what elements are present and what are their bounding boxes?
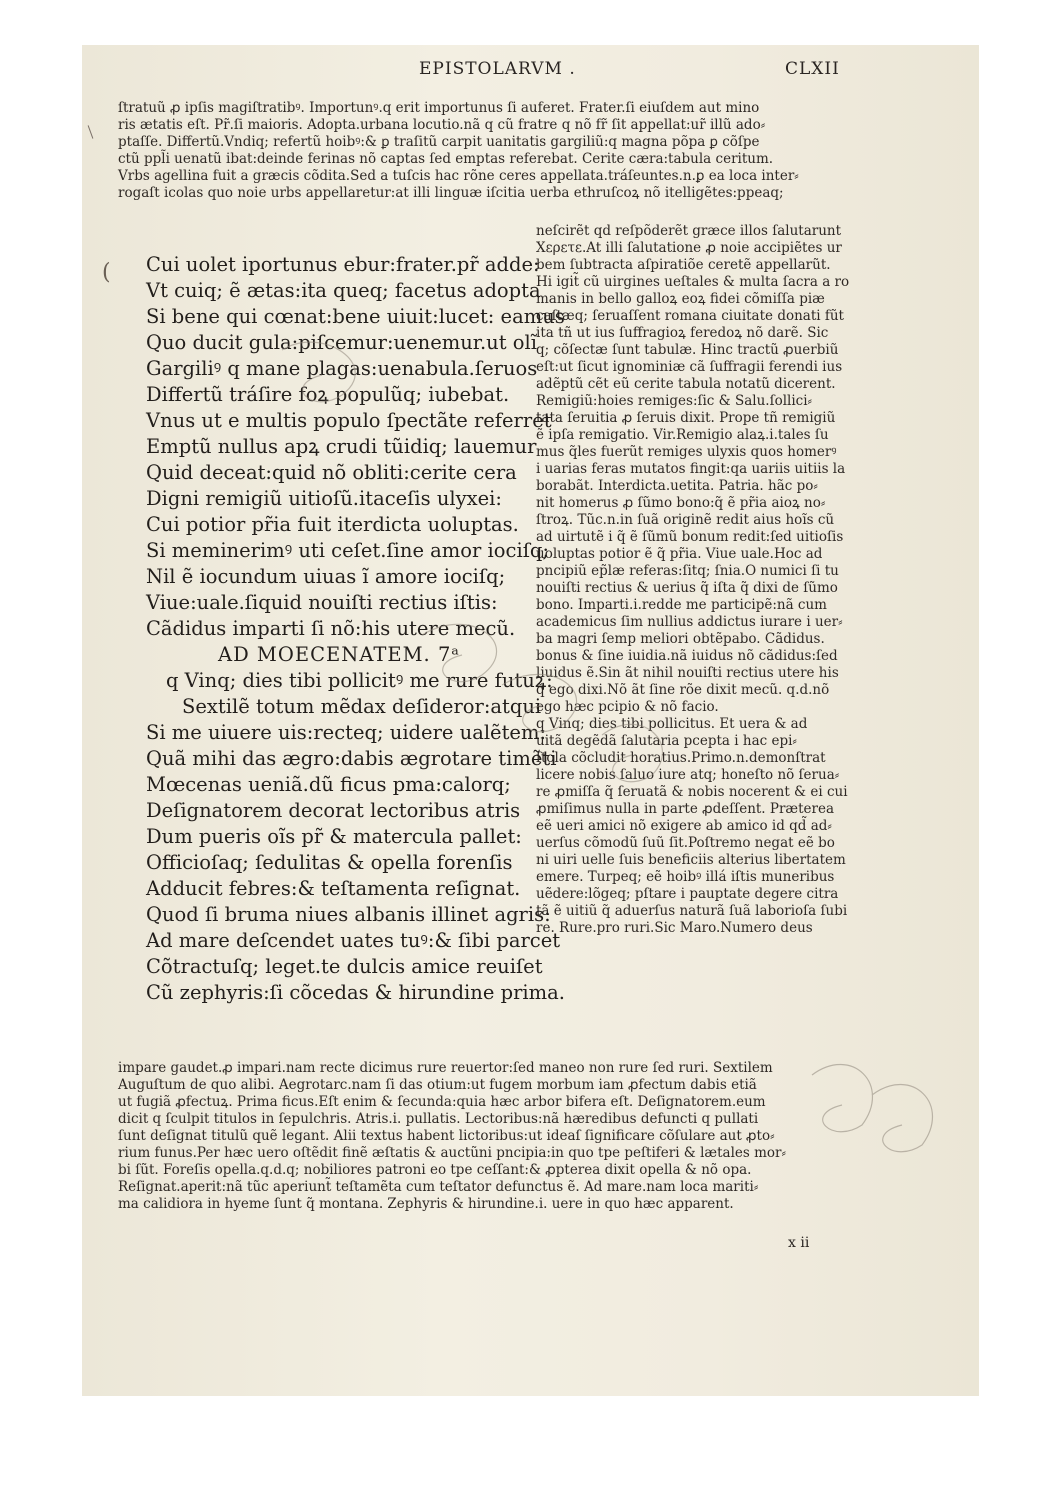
- gloss-line: ſtroꝝ. Tũc.n.in ſuã originẽ redit aius hoĩs cũ: [536, 512, 835, 528]
- top-commentary: [118, 100, 799, 202]
- gloss-line: caſtæq; ſeruaſſent romana ciuitate donati fũt: [536, 308, 844, 324]
- verse-line: Cõtractuſq; leget.te dulcis amice reuiſet: [146, 955, 543, 978]
- gloss-line: ita tñ ut ius ſuffragioꝝ feredoꝝ nõ darẽ. Sic: [536, 325, 829, 341]
- gloss-line: uitã degẽdã ſalutaria pcepta i hac epi⸗: [536, 733, 797, 749]
- gloss-line: rogaſt icolas quo noie urbs appellaretur:at illi linguæ iſcitia uerba ethruſcoꝝ nõ itelligẽtes:ppeaq;: [118, 185, 784, 201]
- verse-line: Cui potior pr̃ia fuit iterdicta uoluptas.: [146, 513, 519, 536]
- verse-line: Emptũ nullus apꝝ crudi tũidiq; lauemur: [146, 435, 537, 458]
- verse-line: Digni remigiũ uitioſũ.itaceſis ulyxei:: [146, 487, 502, 510]
- verse-line: Quo ducit gula:piſcemur:uenemur.ut olĩ: [146, 331, 537, 354]
- marginal-bracket-mark: (: [102, 260, 111, 285]
- gloss-line: borabãt. Interdicta.uetita. Patria. hãc po⸗: [536, 478, 818, 494]
- bottom-commentary: [118, 1060, 786, 1213]
- verse-line: Quod ſi bruma niues albanis illinet agris:: [146, 903, 551, 926]
- gloss-line: bi ſũt. Foreſis opella.q.d.q; nobiliores patroni eo tpe ceſſant:& ꝓpterea dixit opella & nõ opa.: [118, 1162, 752, 1178]
- gloss-line: ni uiri uelle ſuis beneficiis alterius libertatem: [536, 852, 846, 868]
- gloss-line: uoluptas potior ẽ q̃ pr̃ia. Viue uale.Hoc ad: [536, 546, 823, 562]
- gloss-line: ſunt deſignat titulũ quẽ legant. Alii textus habent lictoribus:ut ideaſ ſignificare cõſulare aut ꝓto⸗: [118, 1128, 775, 1144]
- gloss-line: neſcirẽt qd reſpõderẽt græce illos ſalutarunt: [536, 223, 842, 239]
- gloss-line: Remigiũ:hoies remiges:ſic & Salu.ſollici⸗: [536, 393, 813, 409]
- verse-line: Vt cuiq; ẽ ætas:ita queq; facetus adopta: [146, 279, 541, 302]
- gloss-line: q̃ ego dixi.Nõ ãt ſine rõe dixit mecũ. q.d.nõ: [536, 682, 830, 698]
- gloss-line: tata ſeruitia ꝓ ſeruis dixit. Prope tñ remigiũ: [536, 410, 836, 426]
- verse-line: Dum pueris oĩs pr̃ & matercula pallet:: [146, 825, 522, 848]
- verse-line: Ad mare deſcendet uates tuꝰ:& ſibi parcet: [146, 929, 561, 952]
- verse-line: Cãdidus imparti ſi nõ:his utere mecũ.: [146, 617, 516, 640]
- gloss-line: eẽ ueri amici nõ exigere ab amico id qd̃ ad⸗: [536, 818, 832, 834]
- verse-line: Viue:uale.ſiquid nouiſti rectius iſtis:: [146, 591, 498, 614]
- gloss-line: i uarias feras mutatos fingit:qa uariis uitiis la: [536, 461, 846, 477]
- gloss-line: re. Rure.pro ruri.Sic Maro.Numero deus: [536, 920, 813, 936]
- verse-line: Si me uiuere uis:recteq; uidere ualẽtem:: [146, 721, 547, 744]
- epistle-heading: AD MOECENATEM. 7ᵃ: [218, 643, 460, 666]
- page-parchment: [82, 45, 979, 1396]
- gloss-line: q; cõſectæ ſunt tabulæ. Hinc tractũ ꝓuerbiũ: [536, 342, 839, 358]
- signature-mark: x ii: [788, 1235, 810, 1251]
- running-title: EPISTOLARVM .: [419, 59, 576, 79]
- verse-line: Quid deceat:quid nõ obliti:cerite cera: [146, 461, 517, 484]
- gloss-line: bem ſubtracta aſpiratiõe ceretẽ appellarũt.: [536, 257, 831, 273]
- verse-line: Cui uolet iportunus ebur:frater.pr̃ adde:: [146, 253, 540, 276]
- gloss-line: pncipiũ ep̃læ referas:ſitq; ſnia.O numici ſi tu: [536, 563, 839, 579]
- gloss-line: ptaſſe. Differtũ.Vndiq; refertũ hoibꝰ:& ꝑ traſitũ carpit uanitatis gargiliũ:q magna põpa ꝑ cõſpe: [118, 134, 760, 150]
- gloss-line: rium funus.Per hæc uero oſtẽdit finẽ æſtatis & auctũni pncipia:in quo tpe peſtiferi & lætales mor⸗: [118, 1145, 786, 1161]
- verse-line: Si bene qui cœnat:bene uiuit:lucet: eamus: [146, 305, 565, 328]
- gloss-line: Χερετε.At illi ſalutatione ꝓ noie accipiẽtes ur: [536, 240, 842, 256]
- gloss-line: adẽptũ cẽt eũ cerite tabula notatũ dicerent.: [536, 376, 836, 392]
- gloss-line: re ꝓmiſſa q̃ ſeruatã & nobis nocerent & ei cui: [536, 784, 848, 800]
- gloss-line: ego hæc pcipio & nõ facio.: [536, 699, 719, 715]
- gloss-line: nouiſti rectius & uerius q̃ iſta q̃ dixi de ſũmo: [536, 580, 838, 596]
- gloss-line: bonus & ſine iuidia.nã iuidus nõ cãdidus:ſed: [536, 648, 838, 664]
- verse-line: Quã mihi das ægro:dabis ægrotare timẽti: [146, 747, 557, 770]
- gloss-line: ris ætatis eſt. Pr̃.ſi maioris. Adopta.urbana locutio.nã q cũ fratre q nõ fr̃ ſit appellat:ur̃ illũ ado⸗: [118, 117, 766, 133]
- gloss-line: q Vinq; dies tibi pollicitus. Et uera & ad: [536, 716, 808, 732]
- verse-line: Gargiliꝰ q mane plagas:uenabula.ſeruos: [146, 357, 538, 380]
- gloss-line: impare gaudet.ꝓ impari.nam recte dicimus rure reuertor:ſed maneo non rure ſed ruri. Sextilem: [118, 1060, 773, 1076]
- gloss-line: mus q̃les fuerũt remiges ulyxis quos homerꝰ: [536, 444, 837, 460]
- gloss-line: ſtola cõcludit horatius.Primo.n.demonſtrat: [536, 750, 826, 766]
- gloss-line: ma calidiora in hyeme ſunt q̃ montana. Zephyris & hirundine.i. uere in quo hæc apparent.: [118, 1196, 734, 1212]
- gloss-line: emere. Turpeq; eẽ hoibꝰ illá iſtis muneribus: [536, 869, 835, 885]
- verse-line: Sextilẽ totum mẽdax deſideror:atqui: [182, 695, 542, 718]
- verse-line: Vnus ut e multis populo ſpectãte referret: [146, 409, 552, 432]
- verse-line: Mœcenas ueniã.dũ ficus pma:calorq;: [146, 773, 511, 796]
- verse-line: Si meminerimꝰ uti ceſet.ſine amor iociſq;: [146, 539, 549, 562]
- gloss-line: eſt:ut ſicut ignominiæ cã ſuffragii ferendi ius: [536, 359, 843, 375]
- gloss-line: tã ẽ uitiũ q̃ aduerſus naturã ſuã laborioſa ſubi: [536, 903, 848, 919]
- verse-line: Adducit febres:& teſtamenta reſignat.: [146, 877, 521, 900]
- gloss-line: manis in bello galloꝝ eoꝝ fidei cõmiſſa piæ: [536, 291, 825, 307]
- gloss-line: academicus ſim nullius addictus iurare i uer⸗: [536, 614, 843, 630]
- gloss-line: Reſignat.aperit:nã tũc aperiunt̃ teſtamẽta cum teſtator defunctus ẽ. Ad mare.nam loca mariti⸗: [118, 1179, 759, 1195]
- verse-line: Officioſaq; ſedulitas & opella forenſis: [146, 851, 513, 874]
- gloss-line: nit homerus ꝓ ſũmo bono:q̃ ẽ pr̃ia aioꝝ no⸗: [536, 495, 826, 511]
- gloss-line: ba magri ſemp meliori obtẽpabo. Cãdidus.: [536, 631, 825, 647]
- gloss-line: dicit q ſculpit titulos in ſepulchris. Atris.i. pullatis. Lectoribus:nã hæredibus defuncti q pullati: [118, 1111, 759, 1127]
- gloss-line: ſtratuũ ꝓ ipſis magiſtratibꝰ. Importunꝰ.q erit importunus ſi auferet. Frater.ſi eiuſdem aut mino: [118, 100, 760, 116]
- gloss-line: ꝓmiſimus nulla in parte ꝓdeſſent. Præterea: [536, 801, 835, 817]
- verse-line: Differtũ tráſire foꝝ populũq; iubebat.: [146, 383, 510, 406]
- verse-line: Nil ẽ iocundum uiuas ĩ amore iociſq;: [146, 565, 506, 588]
- gloss-line: liuidus ẽ.Sin ãt nihil nouiſti rectius utere his: [536, 665, 839, 681]
- marginal-tick-mark: [88, 125, 94, 138]
- verse-line: Cũ zephyris:ſi cõcedas & hirundine prima.: [146, 981, 565, 1004]
- gloss-line: bono. Imparti.i.redde me participẽ:nã cum: [536, 597, 827, 613]
- gloss-line: Auguſtum de quo alibi. Aegrotarc.nam ſi das otium:ut fugem morbum iam ꝓfectum dabis etiã: [118, 1077, 757, 1093]
- gloss-line: ctũ ppl̃i uenatũ ibat:deinde ferinas nõ captas ſed emptas referebat. Cerite cæra:tabula ceritum.: [118, 151, 774, 167]
- gloss-line: ut fugiã ꝓfectuꝝ. Prima ficus.Eſt enim & ſecunda:quia hæc arbor bifera eſt. Deſignatorem.eum: [118, 1094, 766, 1110]
- gloss-line: Vrbs agellina fuit a græcis cõdita.Sed a tuſcis hac rõne ceres appellata.tráſeuntes.n.ꝑ ea loca inter⸗: [118, 168, 799, 184]
- gloss-line: ad uirtutẽ i q̃ ẽ ſũmũ bonum redit:ſed uitioſis: [536, 529, 844, 545]
- gloss-line: uerſus cõmodũ ſuũ ſit.Poſtremo negat eẽ bo: [536, 835, 835, 851]
- gloss-line: ẽ ipſa remigatio. Vir.Remigio alaꝝ.i.tales ſu: [536, 427, 829, 443]
- folio-number: CLXII: [785, 59, 840, 79]
- side-commentary: [536, 223, 849, 937]
- gloss-line: uẽdere:lõgeq; pſtare i pauptate degere citra: [536, 886, 839, 902]
- scanned-page: [82, 45, 979, 1396]
- verse-line: Deſignatorem decorat lectoribus atris: [146, 799, 521, 822]
- gloss-line: Hi igit̃ cũ uirgines ueſtales & multa ſacra a ro: [536, 274, 850, 290]
- verse-line-initial: q Vinq; dies tibi pollicitꝰ me rure futuꝝ:: [166, 669, 553, 692]
- verse-text: [146, 252, 565, 1006]
- gloss-line: licere nobis ſaluo iure atq; honeſto nõ ſerua⸗: [536, 767, 840, 783]
